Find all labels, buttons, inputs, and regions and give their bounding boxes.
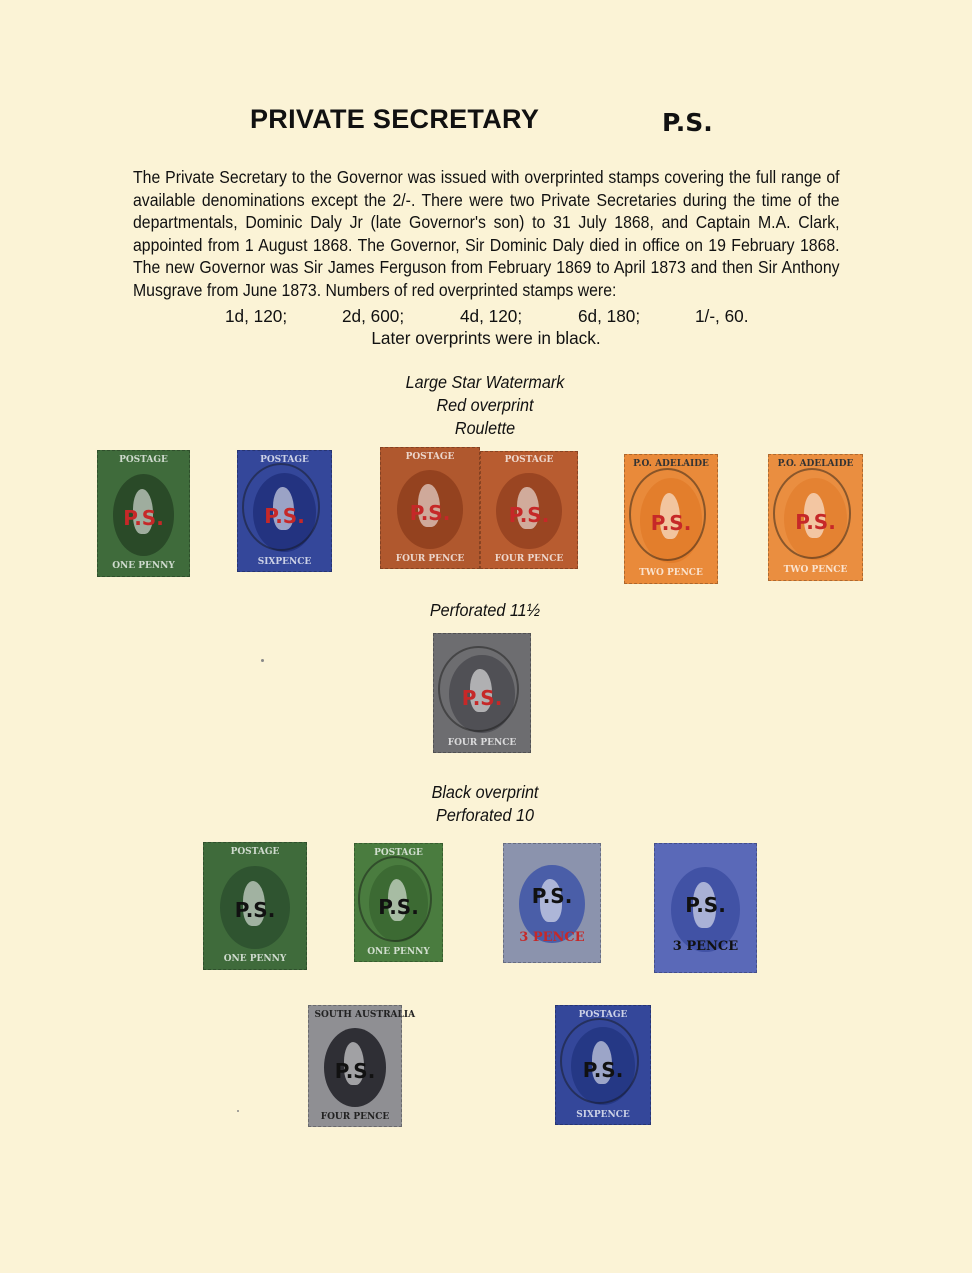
- page-title: PRIVATE SECRETARY: [250, 104, 540, 134]
- stamp-4d-black-perf-10: SOUTH AUSTRALIA P.S. FOUR PENCE: [308, 1005, 402, 1127]
- page-speck: [261, 659, 264, 662]
- page-speck: [237, 1110, 239, 1112]
- count-2d: 2d, 600;: [342, 306, 405, 326]
- stamp-2d-orange-adelaide-1: P.O. ADELAIDE P.S. TWO PENCE: [624, 454, 718, 584]
- overprint: P.S.: [508, 503, 550, 528]
- overprint: P.S.: [685, 892, 726, 917]
- caption-black-overprint: Black overprint: [431, 782, 539, 802]
- count-6d: 6d, 180;: [578, 306, 641, 326]
- overprint: P.S.: [234, 898, 276, 923]
- surcharge: 3 PENCE: [519, 930, 585, 946]
- count-4d: 4d, 120;: [460, 306, 523, 326]
- stamp-4d-grey-perf-11-5: P.S. FOUR PENCE: [433, 633, 531, 753]
- stamp-3d-surcharge-blue-b: [654, 843, 757, 973]
- stamp-1d-green-perf-10-b: POSTAGE P.S. ONE PENNY: [354, 843, 443, 962]
- stamp-4d-brown-pair-left: POSTAGE P.S. FOUR PENCE: [380, 447, 480, 569]
- caption-roulette: Roulette: [454, 418, 516, 438]
- surcharge: 3 PENCE: [672, 939, 739, 955]
- stamp-4d-brown-pair-right: POSTAGE P.S. FOUR PENCE: [480, 451, 578, 569]
- stamp-1d-green-perf-10-a: POSTAGE P.S. ONE PENNY: [203, 842, 307, 970]
- caption-red-overprint: Red overprint: [436, 395, 534, 415]
- later-overprints-note: Later overprints were in black.: [371, 328, 601, 348]
- stamp-6d-blue-perf-10: POSTAGE P.S. SIXPENCE: [555, 1005, 651, 1125]
- count-1d: 1d, 120;: [225, 306, 288, 326]
- overprint: P.S.: [795, 510, 836, 534]
- intro-paragraph: The Private Secretary to the Governor was issued with overprinted stamps covering the full range of available denominations except the 2/-. There were two Private Secretaries during the time of the departmentals, Dominic Daly Jr (late Governor's son) to 31 July 1868, and Captain M.A. Clark, appointed from 1 August 1868. The Governor, Sir Dominic Daly died in office on 19 February 1868. The new Governor was Sir James Ferguson from February 1869 to April 1873 and then Sir Anthony Musgrave from June 1873. Numbers of red overprinted stamps were:: [133, 167, 840, 300]
- overprint: P.S.: [334, 1058, 376, 1083]
- caption-perforated-11-5: Perforated 11½: [429, 600, 541, 620]
- overprint: P.S.: [531, 884, 573, 909]
- count-1s: 1/-, 60.: [695, 306, 749, 326]
- stamp-2d-orange-adelaide-2: P.O. ADELAIDE P.S. TWO PENCE: [768, 454, 863, 581]
- stamp-6d-blue-roulette: POSTAGE P.S. SIXPENCE: [237, 450, 332, 572]
- overprint: P.S.: [123, 506, 164, 530]
- page-abbreviation: P.S.: [662, 108, 713, 137]
- overprint: P.S.: [409, 500, 451, 525]
- overprint: P.S.: [378, 895, 419, 920]
- overprint: P.S.: [582, 1057, 624, 1082]
- overprint: P.S.: [264, 503, 305, 528]
- caption-large-star-watermark: Large Star Watermark: [405, 372, 565, 392]
- stamp-3d-surcharge-blue-a: [503, 843, 601, 963]
- overprint: P.S.: [461, 685, 503, 710]
- stamp-1d-green-roulette: POSTAGE P.S. ONE PENNY: [97, 450, 190, 577]
- overprint: P.S.: [650, 511, 692, 536]
- caption-perforated-10: Perforated 10: [436, 805, 534, 825]
